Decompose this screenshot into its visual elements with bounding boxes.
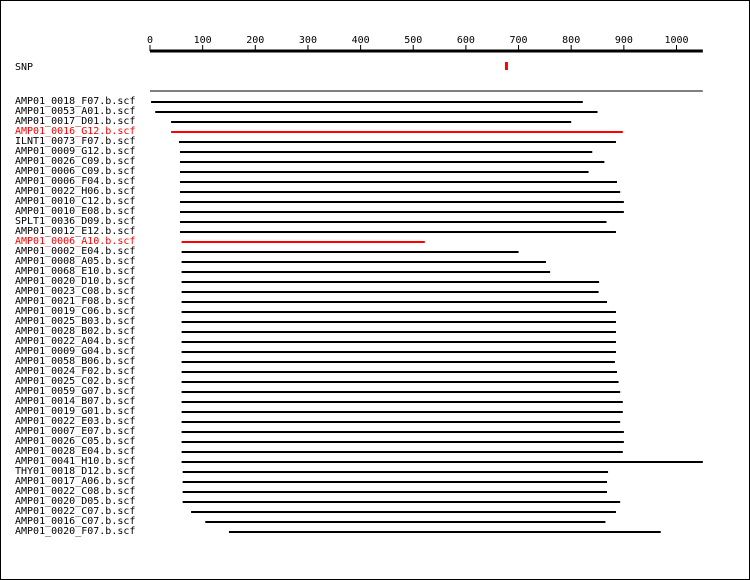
read-name[interactable]: AMP01_0009_G04.b.scf [15,346,136,357]
read-name[interactable]: AMP01_0009_G12.b.scf [15,146,136,157]
ruler-tick-label: 600 [456,35,475,46]
read-list [15,96,703,537]
read-name[interactable]: AMP01_0022_E03.b.scf [15,416,136,427]
ruler-tick-label: 200 [246,35,265,46]
read-name[interactable]: AMP01_0053_A01.b.scf [15,106,136,117]
ruler-tick-label: 500 [404,35,423,46]
read-row [15,526,661,537]
read-name[interactable]: AMP01_0022_C07.b.scf [15,506,136,517]
read-name[interactable]: AMP01_0022_A04.b.scf [15,336,136,347]
read-name[interactable]: AMP01_0020_D10.b.scf [15,276,136,287]
read-name[interactable]: AMP01_0012_E12.b.scf [15,226,136,237]
ruler-tick-label: 300 [298,35,317,46]
read-name[interactable]: AMP01_0014_B07.b.scf [15,396,136,407]
read-name[interactable]: AMP01_0059_G07.b.scf [15,386,136,397]
read-name[interactable]: AMP01_0017_D01.b.scf [15,116,136,127]
read-name[interactable]: AMP01_0006_A10.b.scf [15,236,136,247]
read-name[interactable]: AMP01_0006_F04.b.scf [15,176,136,187]
read-name[interactable]: AMP01_0021_F08.b.scf [15,296,136,307]
ruler-tick-label: 0 [146,35,154,46]
read-name[interactable]: AMP01_0025_B03.b.scf [15,316,136,327]
read-name[interactable]: AMP01_0020_D05.b.scf [15,496,136,507]
read-name[interactable]: AMP01_0058_B06.b.scf [15,356,136,367]
read-name[interactable]: AMP01_0010_E08.b.scf [15,206,136,217]
read-name[interactable]: AMP01_0024_F02.b.scf [15,366,136,377]
ruler-tick-label: 400 [351,35,370,46]
read-name[interactable]: AMP01_0019_G01.b.scf [15,406,136,417]
read-name[interactable]: AMP01_0020_F07.b.scf [15,526,136,537]
read-name[interactable]: AMP01_0022_H06.b.scf [15,186,136,197]
read-name[interactable]: AMP01_0002_E04.b.scf [15,246,136,257]
read-name[interactable]: AMP01_0017_A06.b.scf [15,476,136,487]
read-name[interactable]: AMP01_0028_B02.b.scf [15,326,136,337]
read-name[interactable]: AMP01_0022_C08.b.scf [15,486,136,497]
snp-marker [505,62,508,70]
ruler-tick-label: 1000 [664,35,689,46]
read-name[interactable]: AMP01_0026_C09.b.scf [15,156,136,167]
position-ruler [147,35,703,51]
read-name[interactable]: AMP01_0008_A05.b.scf [15,256,136,267]
read-name[interactable]: ILNT1_0073_F07.b.scf [15,136,136,147]
read-name[interactable]: AMP01_0019_C06.b.scf [15,306,136,317]
ruler-tick-label: 100 [193,35,212,46]
read-name[interactable]: AMP01_0010_C12.b.scf [15,196,136,207]
read-name[interactable]: AMP01_0016_G12.b.scf [15,126,136,137]
read-name[interactable]: AMP01_0023_C08.b.scf [15,286,136,297]
read-name[interactable]: THY01_0018_D12.b.scf [15,466,136,477]
snp-label: SNP [15,62,34,73]
read-name[interactable]: AMP01_0028_E04.b.scf [15,446,136,457]
snp-track [15,62,508,73]
read-name[interactable]: AMP01_0006_C09.b.scf [15,166,136,177]
read-name[interactable]: AMP01_0026_C05.b.scf [15,436,136,447]
read-name[interactable]: SPLT1_0036_D09.b.scf [15,216,136,227]
read-name[interactable]: AMP01_0018_F07.b.scf [15,96,136,107]
read-name[interactable]: AMP01_0025_C02.b.scf [15,376,136,387]
ruler-tick-label: 900 [614,35,633,46]
alignment-canvas [1,1,749,579]
read-name[interactable]: AMP01_0041_H10.b.scf [15,456,136,467]
ruler-tick-label: 800 [562,35,581,46]
read-name[interactable]: AMP01_0007_E07.b.scf [15,426,136,437]
ruler-tick-label: 700 [509,35,528,46]
read-name[interactable]: AMP01_0016_C07.b.scf [15,516,136,527]
read-name[interactable]: AMP01_0068_E10.b.scf [15,266,136,277]
